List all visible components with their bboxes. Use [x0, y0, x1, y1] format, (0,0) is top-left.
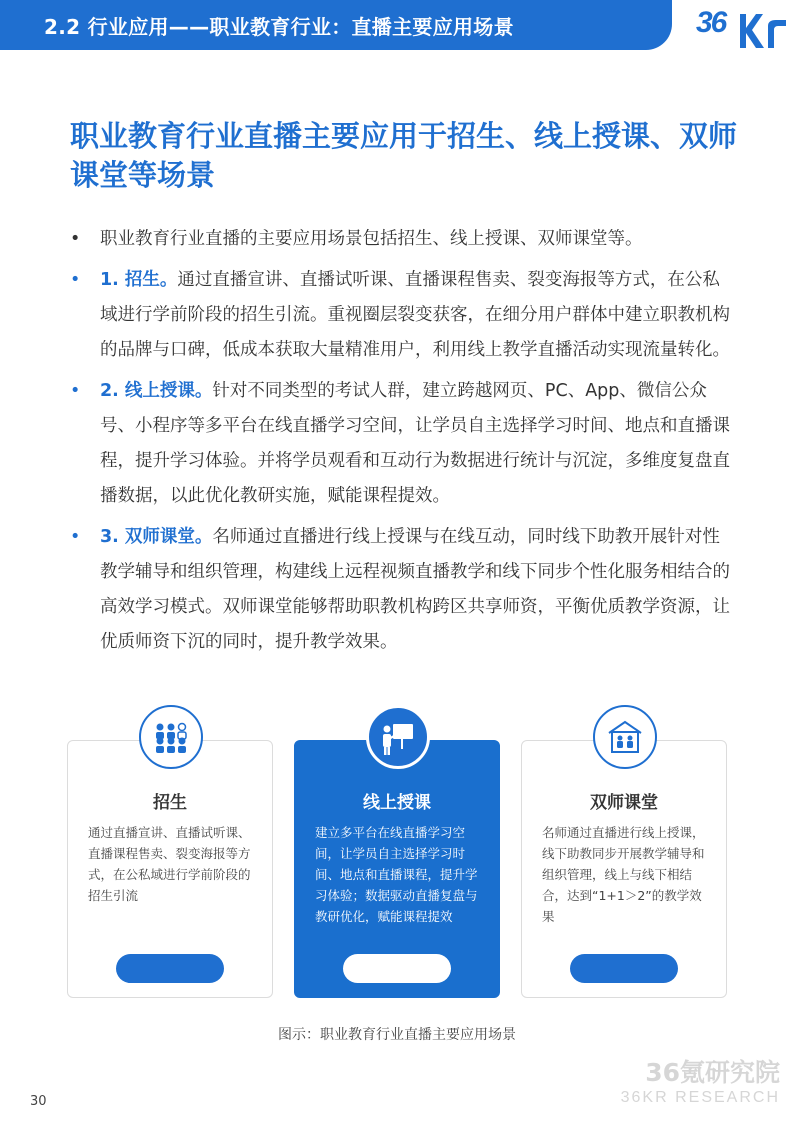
bullet-heading: 2. 线上授课。	[100, 381, 213, 401]
card-pill-button[interactable]	[570, 954, 678, 983]
card-pill-button[interactable]	[116, 954, 224, 983]
scenario-bullet-list	[70, 222, 730, 660]
header-blue-band	[0, 0, 672, 50]
header-bar	[0, 0, 794, 50]
bullet-dot-icon: •	[70, 381, 81, 401]
teacher-board-icon	[366, 705, 430, 769]
brand-logo	[694, 2, 794, 50]
bullet-dot-icon: •	[70, 229, 81, 249]
svg-text:36: 36	[696, 6, 726, 39]
card-description: 建立多平台在线直播学习空间，让学员自主选择学习时间、地点和直播课程，提升学习体验；数据驱动直播复盘与教研优化，赋能课程提效	[315, 825, 478, 924]
card-enrollment	[67, 740, 273, 998]
card-title: 招生	[153, 793, 187, 813]
card-pill-button[interactable]	[343, 954, 451, 983]
list-item	[70, 222, 730, 257]
card-description: 通过直播宣讲、直播试听课、直播课程售卖、裂变海报等方式，在公私域进行学前阶段的招生引流	[88, 825, 251, 903]
card-description: 名师通过直播进行线上授课，线下助教同步开展教学辅导和组织管理，线上与线下相结合，达到“1+1＞2”的教学效果	[542, 825, 705, 924]
card-online-teaching	[294, 740, 500, 998]
watermark-cn: 36氪研究院	[645, 1058, 780, 1087]
bullet-heading: 1. 招生。	[100, 270, 178, 290]
bullet-text: 职业教育行业直播的主要应用场景包括招生、线上授课、双师课堂等。	[100, 229, 643, 249]
watermark-en: 36KR RESEARCH	[620, 1089, 780, 1106]
list-item	[70, 520, 730, 660]
bullet-text: 通过直播宣讲、直播试听课、直播课程售卖、裂变海报等方式，在公私域进行学前阶段的招生引流。重视圈层裂变获客，在细分用户群体中建立职教机构的品牌与口碑，低成本获取大量精准用户，利用线上教学直播活动实现流量转化。	[100, 270, 730, 360]
bullet-text: 名师通过直播进行线上授课与在线互动，同时线下助教开展针对性教学辅导和组织管理，构建线上远程视频直播教学和线下同步个性化服务相结合的高效学习模式。双师课堂能够帮助职教机构跨区共享师资，平衡优质教学资源，让优质师资下沉的同时，提升教学效果。	[100, 527, 730, 652]
bullet-dot-icon: •	[70, 527, 81, 547]
list-item	[70, 374, 730, 514]
page-number: 30	[30, 1094, 47, 1109]
people-group-icon	[139, 705, 203, 769]
card-title: 双师课堂	[590, 793, 658, 813]
page-headline: 职业教育行业直播主要应用于招生、线上授课、双师课堂等场景	[70, 119, 738, 192]
bullet-text: 针对不同类型的考试人群，建立跨越网页、PC、App、微信公众号、小程序等多平台在线直播学习空间，让学员自主选择学习时间、地点和直播课程，提升学习体验。并将学员观看和互动行为数据进行统计与沉淀，多维度复盘直播数据，以此优化教研实施，赋能课程提效。	[100, 381, 730, 506]
card-title: 线上授课	[363, 793, 431, 813]
watermark-logo	[610, 1058, 780, 1108]
classroom-icon	[593, 705, 657, 769]
bullet-heading: 3. 双师课堂。	[100, 527, 213, 547]
card-dual-teacher	[521, 740, 727, 998]
section-title: 2.2 行业应用——职业教育行业：直播主要应用场景	[44, 15, 514, 39]
list-item	[70, 263, 730, 368]
figure-caption: 图示：职业教育行业直播主要应用场景	[278, 1027, 516, 1043]
brand-logo-mark	[694, 2, 794, 50]
bullet-dot-icon: •	[70, 270, 81, 290]
